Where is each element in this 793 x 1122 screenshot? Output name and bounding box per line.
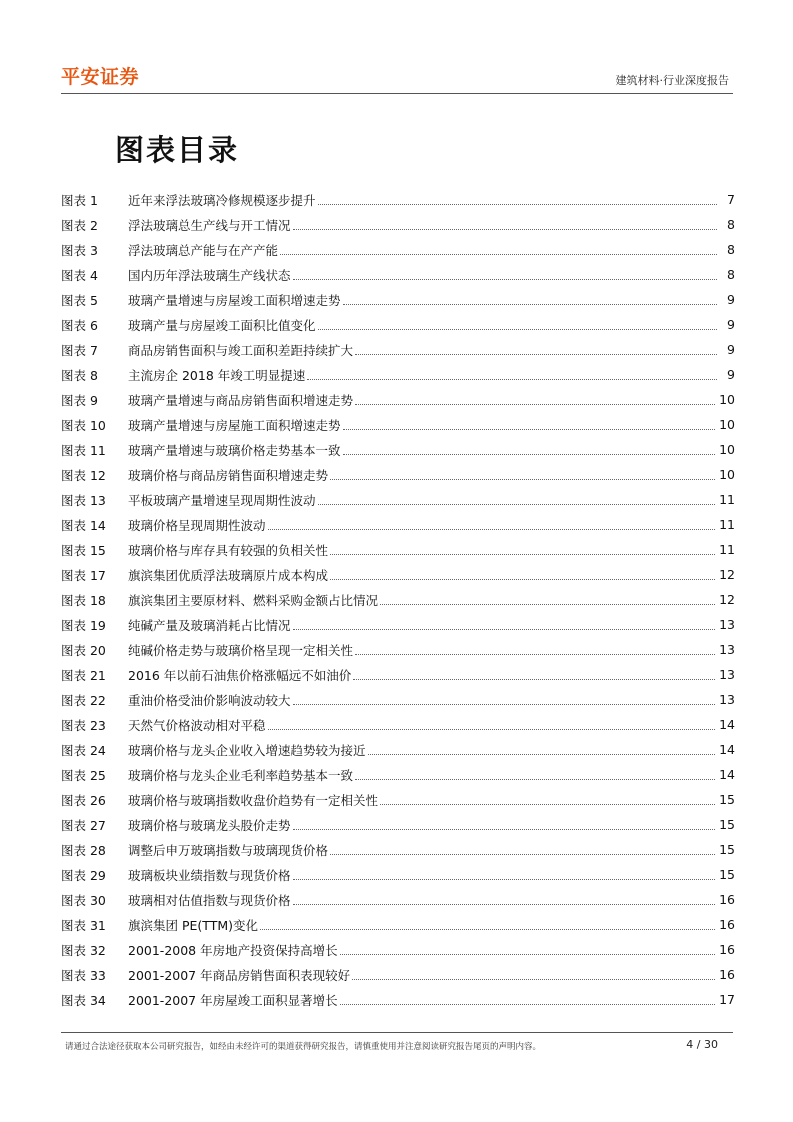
toc-dot-leader [293,620,716,630]
toc-entry-label: 图表 30 [61,892,106,908]
footer-divider [61,1032,733,1033]
toc-dot-leader [355,645,715,655]
toc-entry-label: 图表 23 [61,717,106,733]
toc-entry-title: 玻璃价格与商品房销售面积增速走势 [128,467,329,483]
toc-entry-title: 纯碱产量及玻璃消耗占比情况 [128,617,291,633]
toc-entry-label: 图表 7 [61,342,98,358]
toc-entry-title: 玻璃价格与龙头企业收入增速趋势较为接近 [128,742,366,758]
toc-entry-label: 图表 27 [61,817,106,833]
toc-entry[interactable] [61,737,739,762]
toc-entry-label: 图表 25 [61,767,106,783]
toc-entry-page: 10 [719,442,735,457]
toc-entry-title: 旗滨集团主要原材料、燃料采购金额占比情况 [128,592,379,608]
toc-dot-leader [353,670,715,680]
toc-entry[interactable] [61,862,739,887]
toc-entry-page: 9 [727,317,735,332]
toc-entry-title: 平板玻璃产量增速呈现周期性波动 [128,492,316,508]
toc-entry-page: 17 [719,992,735,1007]
toc-entry[interactable] [61,537,739,562]
toc-entry-title: 玻璃产量增速与房屋施工面积增速走势 [128,417,341,433]
toc-entry[interactable] [61,287,739,312]
toc-dot-leader [293,895,716,905]
toc-dot-leader [268,720,716,730]
toc-entry-label: 图表 17 [61,567,106,583]
toc-entry-label: 图表 32 [61,942,106,958]
toc-entry[interactable] [61,237,739,262]
toc-entry[interactable] [61,587,739,612]
toc-entry-page: 14 [719,767,735,782]
toc-entry[interactable] [61,837,739,862]
toc-entry-title: 玻璃价格呈现周期性波动 [128,517,266,533]
toc-entry[interactable] [61,812,739,837]
toc-entry[interactable] [61,962,739,987]
toc-entry[interactable] [61,412,739,437]
toc-entry[interactable] [61,687,739,712]
toc-entry-page: 12 [719,567,735,582]
toc-entry-title: 2016 年以前石油焦价格涨幅远不如油价 [128,667,352,683]
company-logo: 平安证券 [61,66,140,88]
toc-entry-label: 图表 29 [61,867,106,883]
toc-entry-page: 13 [719,692,735,707]
toc-entry[interactable] [61,312,739,337]
toc-entry[interactable] [61,987,739,1012]
toc-entry-label: 图表 15 [61,542,106,558]
toc-entry-page: 8 [727,267,735,282]
toc-entry[interactable] [61,212,739,237]
toc-dot-leader [260,920,715,930]
toc-entry-title: 玻璃价格与玻璃龙头股价走势 [128,817,291,833]
toc-entry[interactable] [61,337,739,362]
toc-entry-title: 国内历年浮法玻璃生产线状态 [128,267,291,283]
toc-entry-page: 16 [719,892,735,907]
footer-disclaimer: 请通过合法途径获取本公司研究报告，如经由未经许可的渠道获得研究报告，请慎重使用并注意阅读研究报告尾页的声明内容。 [65,1042,542,1052]
toc-entry-title: 重油价格受油价影响波动较大 [128,692,291,708]
toc-dot-leader [352,970,715,980]
toc-entry-title: 玻璃价格与玻璃指数收盘价趋势有一定相关性 [128,792,379,808]
toc-entry-label: 图表 18 [61,592,106,608]
toc-entry-title: 2001-2008 年房地产投资保持高增长 [128,942,338,958]
toc-entry-page: 13 [719,617,735,632]
toc-entry[interactable] [61,362,739,387]
toc-dot-leader [355,395,715,405]
toc-entry-label: 图表 10 [61,417,106,433]
toc-entry-page: 15 [719,867,735,882]
toc-entry[interactable] [61,637,739,662]
toc-entry-page: 8 [727,242,735,257]
toc-entry-label: 图表 31 [61,917,106,933]
toc-dot-leader [293,820,716,830]
toc-entry-title: 旗滨集团优质浮法玻璃原片成本构成 [128,567,329,583]
toc-dot-leader [330,570,715,580]
toc-dot-leader [318,320,717,330]
toc-entry-title: 调整后申万玻璃指数与玻璃现货价格 [128,842,329,858]
toc-entry-label: 图表 9 [61,392,98,408]
toc-entry[interactable] [61,487,739,512]
toc-entry-page: 9 [727,292,735,307]
toc-entry[interactable] [61,662,739,687]
figure-toc-list [61,187,739,1012]
toc-entry-page: 16 [719,917,735,932]
page-title: 图表目录 [115,133,240,167]
toc-entry-label: 图表 14 [61,517,106,533]
toc-entry[interactable] [61,562,739,587]
toc-entry-page: 16 [719,967,735,982]
toc-entry-page: 11 [719,517,735,532]
toc-entry-page: 9 [727,342,735,357]
toc-dot-leader [380,795,715,805]
toc-dot-leader [343,445,716,455]
toc-dot-leader [280,245,717,255]
toc-entry[interactable] [61,437,739,462]
toc-dot-leader [355,345,717,355]
toc-entry-label: 图表 2 [61,217,98,233]
toc-entry-page: 15 [719,842,735,857]
toc-entry-page: 10 [719,467,735,482]
toc-entry-label: 图表 11 [61,442,106,458]
toc-entry-label: 图表 24 [61,742,106,758]
toc-entry-page: 13 [719,642,735,657]
toc-entry-page: 11 [719,492,735,507]
toc-dot-leader [343,295,717,305]
toc-entry-page: 15 [719,792,735,807]
toc-entry-page: 12 [719,592,735,607]
toc-entry-label: 图表 6 [61,317,98,333]
toc-dot-leader [340,945,715,955]
toc-entry-label: 图表 8 [61,367,98,383]
toc-entry[interactable] [61,462,739,487]
toc-entry-page: 11 [719,542,735,557]
toc-entry[interactable] [61,912,739,937]
toc-entry-title: 玻璃产量与房屋竣工面积比值变化 [128,317,316,333]
toc-entry-title: 主流房企 2018 年竣工明显提速 [128,367,306,383]
toc-entry[interactable] [61,612,739,637]
toc-dot-leader [330,545,715,555]
toc-entry-label: 图表 22 [61,692,106,708]
toc-entry-title: 玻璃相对估值指数与现货价格 [128,892,291,908]
toc-entry-label: 图表 12 [61,467,106,483]
toc-entry-label: 图表 26 [61,792,106,808]
toc-dot-leader [307,370,717,380]
toc-entry-page: 14 [719,717,735,732]
toc-entry[interactable] [61,887,739,912]
toc-entry-title: 近年来浮法玻璃冷修规模逐步提升 [128,192,316,208]
toc-entry-page: 7 [727,192,735,207]
toc-entry[interactable] [61,512,739,537]
toc-entry-label: 图表 21 [61,667,106,683]
toc-entry-page: 15 [719,817,735,832]
toc-entry-title: 玻璃价格与库存具有较强的负相关性 [128,542,329,558]
toc-dot-leader [293,220,717,230]
toc-entry-title: 玻璃产量增速与商品房销售面积增速走势 [128,392,354,408]
toc-entry-title: 玻璃价格与龙头企业毛利率趋势基本一致 [128,767,354,783]
toc-dot-leader [355,770,715,780]
toc-entry[interactable] [61,787,739,812]
toc-entry-title: 玻璃板块业绩指数与现货价格 [128,867,291,883]
toc-entry[interactable] [61,762,739,787]
toc-entry-label: 图表 20 [61,642,106,658]
report-type: 建筑材料·行业深度报告 [615,74,729,87]
toc-entry-label: 图表 28 [61,842,106,858]
toc-dot-leader [318,495,716,505]
toc-entry-label: 图表 3 [61,242,98,258]
toc-entry-title: 商品房销售面积与竣工面积差距持续扩大 [128,342,354,358]
toc-entry-label: 图表 33 [61,967,106,983]
toc-entry-page: 10 [719,417,735,432]
toc-dot-leader [380,595,715,605]
toc-dot-leader [330,470,715,480]
toc-entry-label: 图表 4 [61,267,98,283]
toc-dot-leader [368,745,716,755]
toc-entry-title: 浮法玻璃总产能与在产产能 [128,242,279,258]
toc-dot-leader [268,520,716,530]
toc-entry-title: 浮法玻璃总生产线与开工情况 [128,217,291,233]
toc-entry[interactable] [61,712,739,737]
toc-entry-page: 8 [727,217,735,232]
toc-dot-leader [293,695,716,705]
toc-entry-page: 10 [719,392,735,407]
toc-entry-title: 天然气价格波动相对平稳 [128,717,266,733]
toc-entry[interactable] [61,387,739,412]
toc-dot-leader [318,195,717,205]
toc-entry-title: 2001-2007 年商品房销售面积表现较好 [128,967,351,983]
toc-entry[interactable] [61,187,739,212]
toc-entry[interactable] [61,937,739,962]
toc-dot-leader [343,420,716,430]
toc-entry-label: 图表 19 [61,617,106,633]
toc-entry[interactable] [61,262,739,287]
toc-entry-label: 图表 1 [61,192,98,208]
toc-dot-leader [293,270,717,280]
toc-entry-page: 13 [719,667,735,682]
toc-entry-title: 旗滨集团 PE(TTM)变化 [128,917,258,933]
toc-dot-leader [330,845,715,855]
toc-entry-title: 玻璃产量增速与玻璃价格走势基本一致 [128,442,341,458]
toc-entry-title: 玻璃产量增速与房屋竣工面积增速走势 [128,292,341,308]
toc-entry-page: 14 [719,742,735,757]
page-number: 4 / 30 [686,1038,718,1051]
toc-entry-label: 图表 5 [61,292,98,308]
toc-entry-label: 图表 13 [61,492,106,508]
toc-entry-title: 2001-2007 年房屋竣工面积显著增长 [128,992,338,1008]
toc-dot-leader [340,995,715,1005]
toc-dot-leader [293,870,716,880]
toc-entry-page: 9 [727,367,735,382]
toc-entry-label: 图表 34 [61,992,106,1008]
page-header [61,62,733,98]
header-divider [61,93,733,94]
toc-entry-title: 纯碱价格走势与玻璃价格呈现一定相关性 [128,642,354,658]
toc-entry-page: 16 [719,942,735,957]
